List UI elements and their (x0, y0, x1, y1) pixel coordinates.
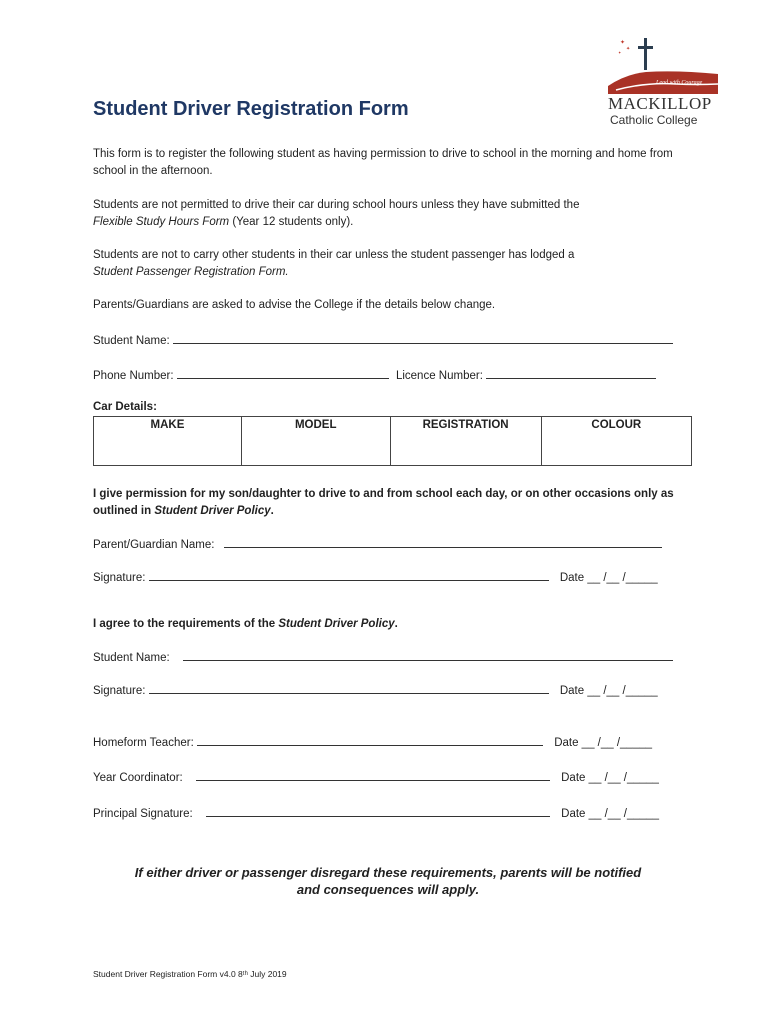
college-logo (606, 34, 720, 130)
student-name-field[interactable] (173, 332, 673, 344)
colour-column[interactable]: COLOUR (541, 417, 691, 466)
svg-text:✦: ✦ (626, 46, 631, 52)
student-name-row (93, 332, 673, 347)
para3-text: Students are not to carry other students in their car unless the student passenger has lodged a (93, 249, 575, 261)
svg-text:✦: ✦ (618, 50, 622, 55)
logo-name: MACKILLOP (608, 94, 712, 113)
permission-text: I give permission for my son/daughter to drive to and from school each day, or on other occasions only as outlined in (93, 488, 674, 517)
permission-suffix: . (270, 505, 274, 517)
policy-name: Student Driver Policy (154, 505, 271, 517)
guardian-signature-field[interactable] (149, 569, 549, 581)
guardian-date[interactable]: Date __ /__ /_____ (559, 572, 658, 584)
phone-number-label: Phone Number: (93, 370, 174, 382)
car-details-label: Car Details: (93, 401, 157, 413)
principal-date[interactable]: Date __ /__ /_____ (561, 808, 659, 820)
logo-motto: Lead with Courage (656, 80, 703, 86)
homeform-row (93, 734, 652, 749)
car-details-table (93, 416, 692, 466)
footer-version: Student Driver Registration Form v4.0 8ᵗʰ July 2019 (93, 969, 287, 979)
student-date[interactable]: Date __ /__ /_____ (559, 685, 658, 697)
guardian-name-row (93, 536, 662, 551)
student-signature-field[interactable] (149, 682, 549, 694)
agree-policy-name: Student Driver Policy (278, 618, 395, 630)
para2-text: Students are not permitted to drive their car during school hours unless they have submitted the (93, 199, 580, 211)
agree-statement (93, 618, 398, 630)
flexible-study-form-name: Flexible Study Hours Form (93, 216, 230, 228)
principal-label: Principal Signature: (93, 808, 193, 820)
permission-statement (93, 486, 683, 520)
registration-column[interactable]: REGISTRATION (390, 417, 541, 466)
phone-number-field[interactable] (177, 367, 389, 379)
student-signature-label: Signature: (93, 685, 146, 697)
svg-text:✦: ✦ (620, 39, 626, 46)
consequences-warning (93, 864, 683, 898)
principal-signature-field[interactable] (206, 805, 550, 817)
flexible-hours-paragraph (93, 197, 693, 231)
make-column[interactable]: MAKE (94, 417, 242, 466)
year-coordinator-date[interactable]: Date __ /__ /_____ (561, 772, 659, 784)
guardian-name-label: Parent/Guardian Name: (93, 539, 215, 551)
homeform-label: Homeform Teacher: (93, 737, 194, 749)
student-name-label: Student Name: (93, 335, 170, 347)
year-coordinator-field[interactable] (196, 769, 550, 781)
logo-subname: Catholic College (610, 113, 698, 127)
para2-suffix: (Year 12 students only). (229, 216, 354, 228)
licence-number-label: Licence Number: (395, 370, 483, 382)
agree-text: I agree to the requirements of the (93, 618, 279, 630)
model-column[interactable]: MODEL (241, 417, 390, 466)
phone-licence-row (93, 367, 656, 382)
advise-paragraph: Parents/Guardians are asked to advise the College if the details below change. (93, 299, 496, 311)
warning-line1: If either driver or passenger disregard these requirements, parents will be notified (134, 865, 642, 880)
agree-student-name-row (93, 649, 673, 664)
page-title: Student Driver Registration Form (93, 98, 409, 120)
agree-suffix: . (394, 618, 398, 630)
principal-row (93, 805, 659, 820)
guardian-signature-row (93, 569, 658, 584)
year-coordinator-row (93, 769, 659, 784)
passenger-paragraph (93, 247, 693, 281)
passenger-form-name: Student Passenger Registration Form. (93, 266, 289, 278)
guardian-signature-label: Signature: (93, 572, 146, 584)
year-coordinator-label: Year Coordinator: (93, 772, 183, 784)
agree-student-name-field[interactable] (183, 649, 673, 661)
intro-paragraph: This form is to register the following student as having permission to drive to school in the morning and home from school in the afternoon. (93, 148, 673, 177)
warning-line2: and consequences will apply. (296, 882, 480, 897)
homeform-field[interactable] (197, 734, 543, 746)
agree-student-name-label: Student Name: (93, 652, 170, 664)
guardian-name-field[interactable] (224, 536, 662, 548)
licence-number-field[interactable] (486, 367, 656, 379)
student-signature-row (93, 682, 658, 697)
homeform-date[interactable]: Date __ /__ /_____ (554, 737, 653, 749)
